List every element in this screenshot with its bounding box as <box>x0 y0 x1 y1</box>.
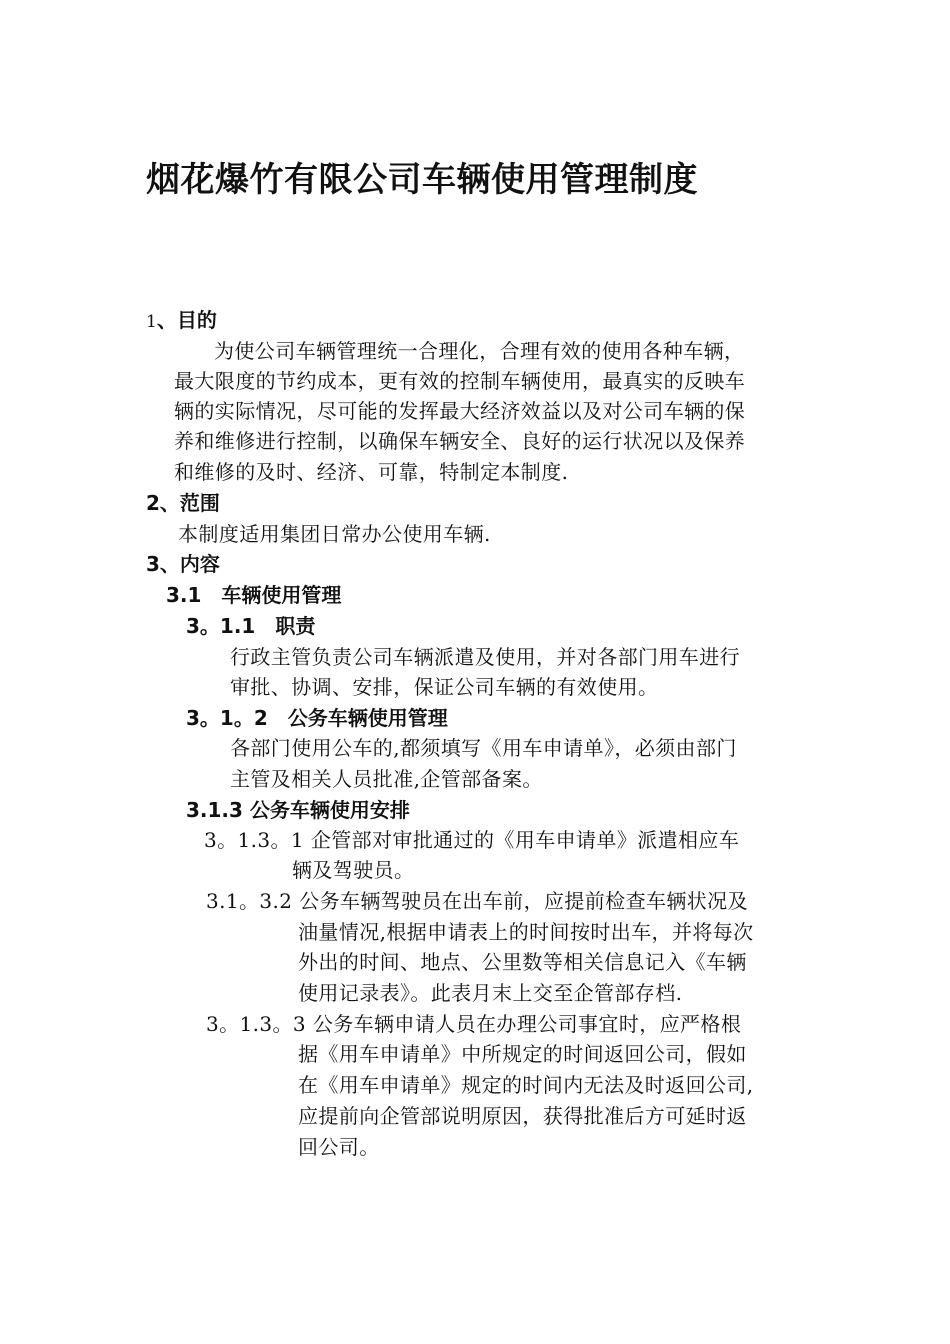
document-title: 烟花爆竹有限公司车辆使用管理制度 <box>146 160 698 200</box>
item-3-1-3-1-line-2: 辆及驾驶员。 <box>292 858 415 882</box>
section-1-title: 、目的 <box>156 308 217 332</box>
item-3-1-3-2-line-4: 使用记录表》。此表月末上交至企管部存档. <box>298 981 683 1005</box>
section-1-line-2: 最大限度的节约成本，更有效的控制车辆使用，最真实的反映车 <box>174 369 746 393</box>
item-3-1-3-3-line-2: 据《用车申请单》中所规定的时间返回公司，假如 <box>298 1042 747 1066</box>
section-3-1-2-line-2: 主管及相关人员批准,企管部备案。 <box>230 767 543 791</box>
section-3-1-3-heading: 3.1.3 公务车辆使用安排 <box>186 798 410 822</box>
section-3-1-1-line-2: 审批、协调、安排，保证公司车辆的有效使用。 <box>230 675 659 699</box>
section-1-line-5: 和维修的及时、经济、可靠，特制定本制度. <box>174 460 569 484</box>
item-3-1-3-2-line-3: 外出的时间、地点、公里数等相关信息记入《车辆 <box>298 950 747 974</box>
item-3-1-3-3-first-line: 3。1.3。3 公务车辆申请人员在办理公司事宜时，应严格根 <box>206 1012 742 1036</box>
section-3-1-1-heading: 3。1.1 职责 <box>186 614 316 638</box>
section-2-paragraph: 本制度适用集团日常办公使用车辆. <box>178 522 491 546</box>
item-3-1-3-1-first-line: 3。1.3。1 企管部对审批通过的《用车申请单》派遣相应车 <box>204 828 740 852</box>
section-3-1-1-line-1: 行政主管负责公司车辆派遣及使用，并对各部门用车进行 <box>230 645 740 669</box>
section-1-line-1: 为使公司车辆管理统一合理化，合理有效的使用各种车辆， <box>214 339 745 363</box>
item-3-1-3-2-first-line: 3.1。3.2 公务车辆驾驶员在出车前，应提前检查车辆状况及 <box>206 889 748 913</box>
item-3-1-3-3-line-5: 回公司。 <box>298 1135 380 1159</box>
section-1-line-3: 辆的实际情况，尽可能的发挥最大经济效益以及对公司车辆的保 <box>174 399 746 423</box>
section-2-heading: 2、范围 <box>146 491 220 515</box>
item-3-1-3-2-line-2: 油量情况,根据申请表上的时间按时出车，并将每次 <box>298 920 754 944</box>
section-1-heading <box>146 305 217 337</box>
item-3-1-3-3-line-4: 应提前向企管部说明原因，获得批准后方可延时返 <box>298 1104 747 1128</box>
section-1-line-4: 养和维修进行控制，以确保车辆安全、良好的运行状况以及保养 <box>174 429 746 453</box>
section-1-number: 1 <box>146 312 157 332</box>
section-3-heading: 3、内容 <box>146 552 220 576</box>
item-3-1-3-3-line-3: 在《用车申请单》规定的时间内无法及时返回公司, <box>298 1073 754 1097</box>
section-3-1-2-line-1: 各部门使用公车的,都须填写《用车申请单》，必须由部门 <box>230 736 737 760</box>
section-3-1-2-heading: 3。1。2 公务车辆使用管理 <box>186 706 448 730</box>
section-3-1-heading: 3.1 车辆使用管理 <box>166 583 342 607</box>
